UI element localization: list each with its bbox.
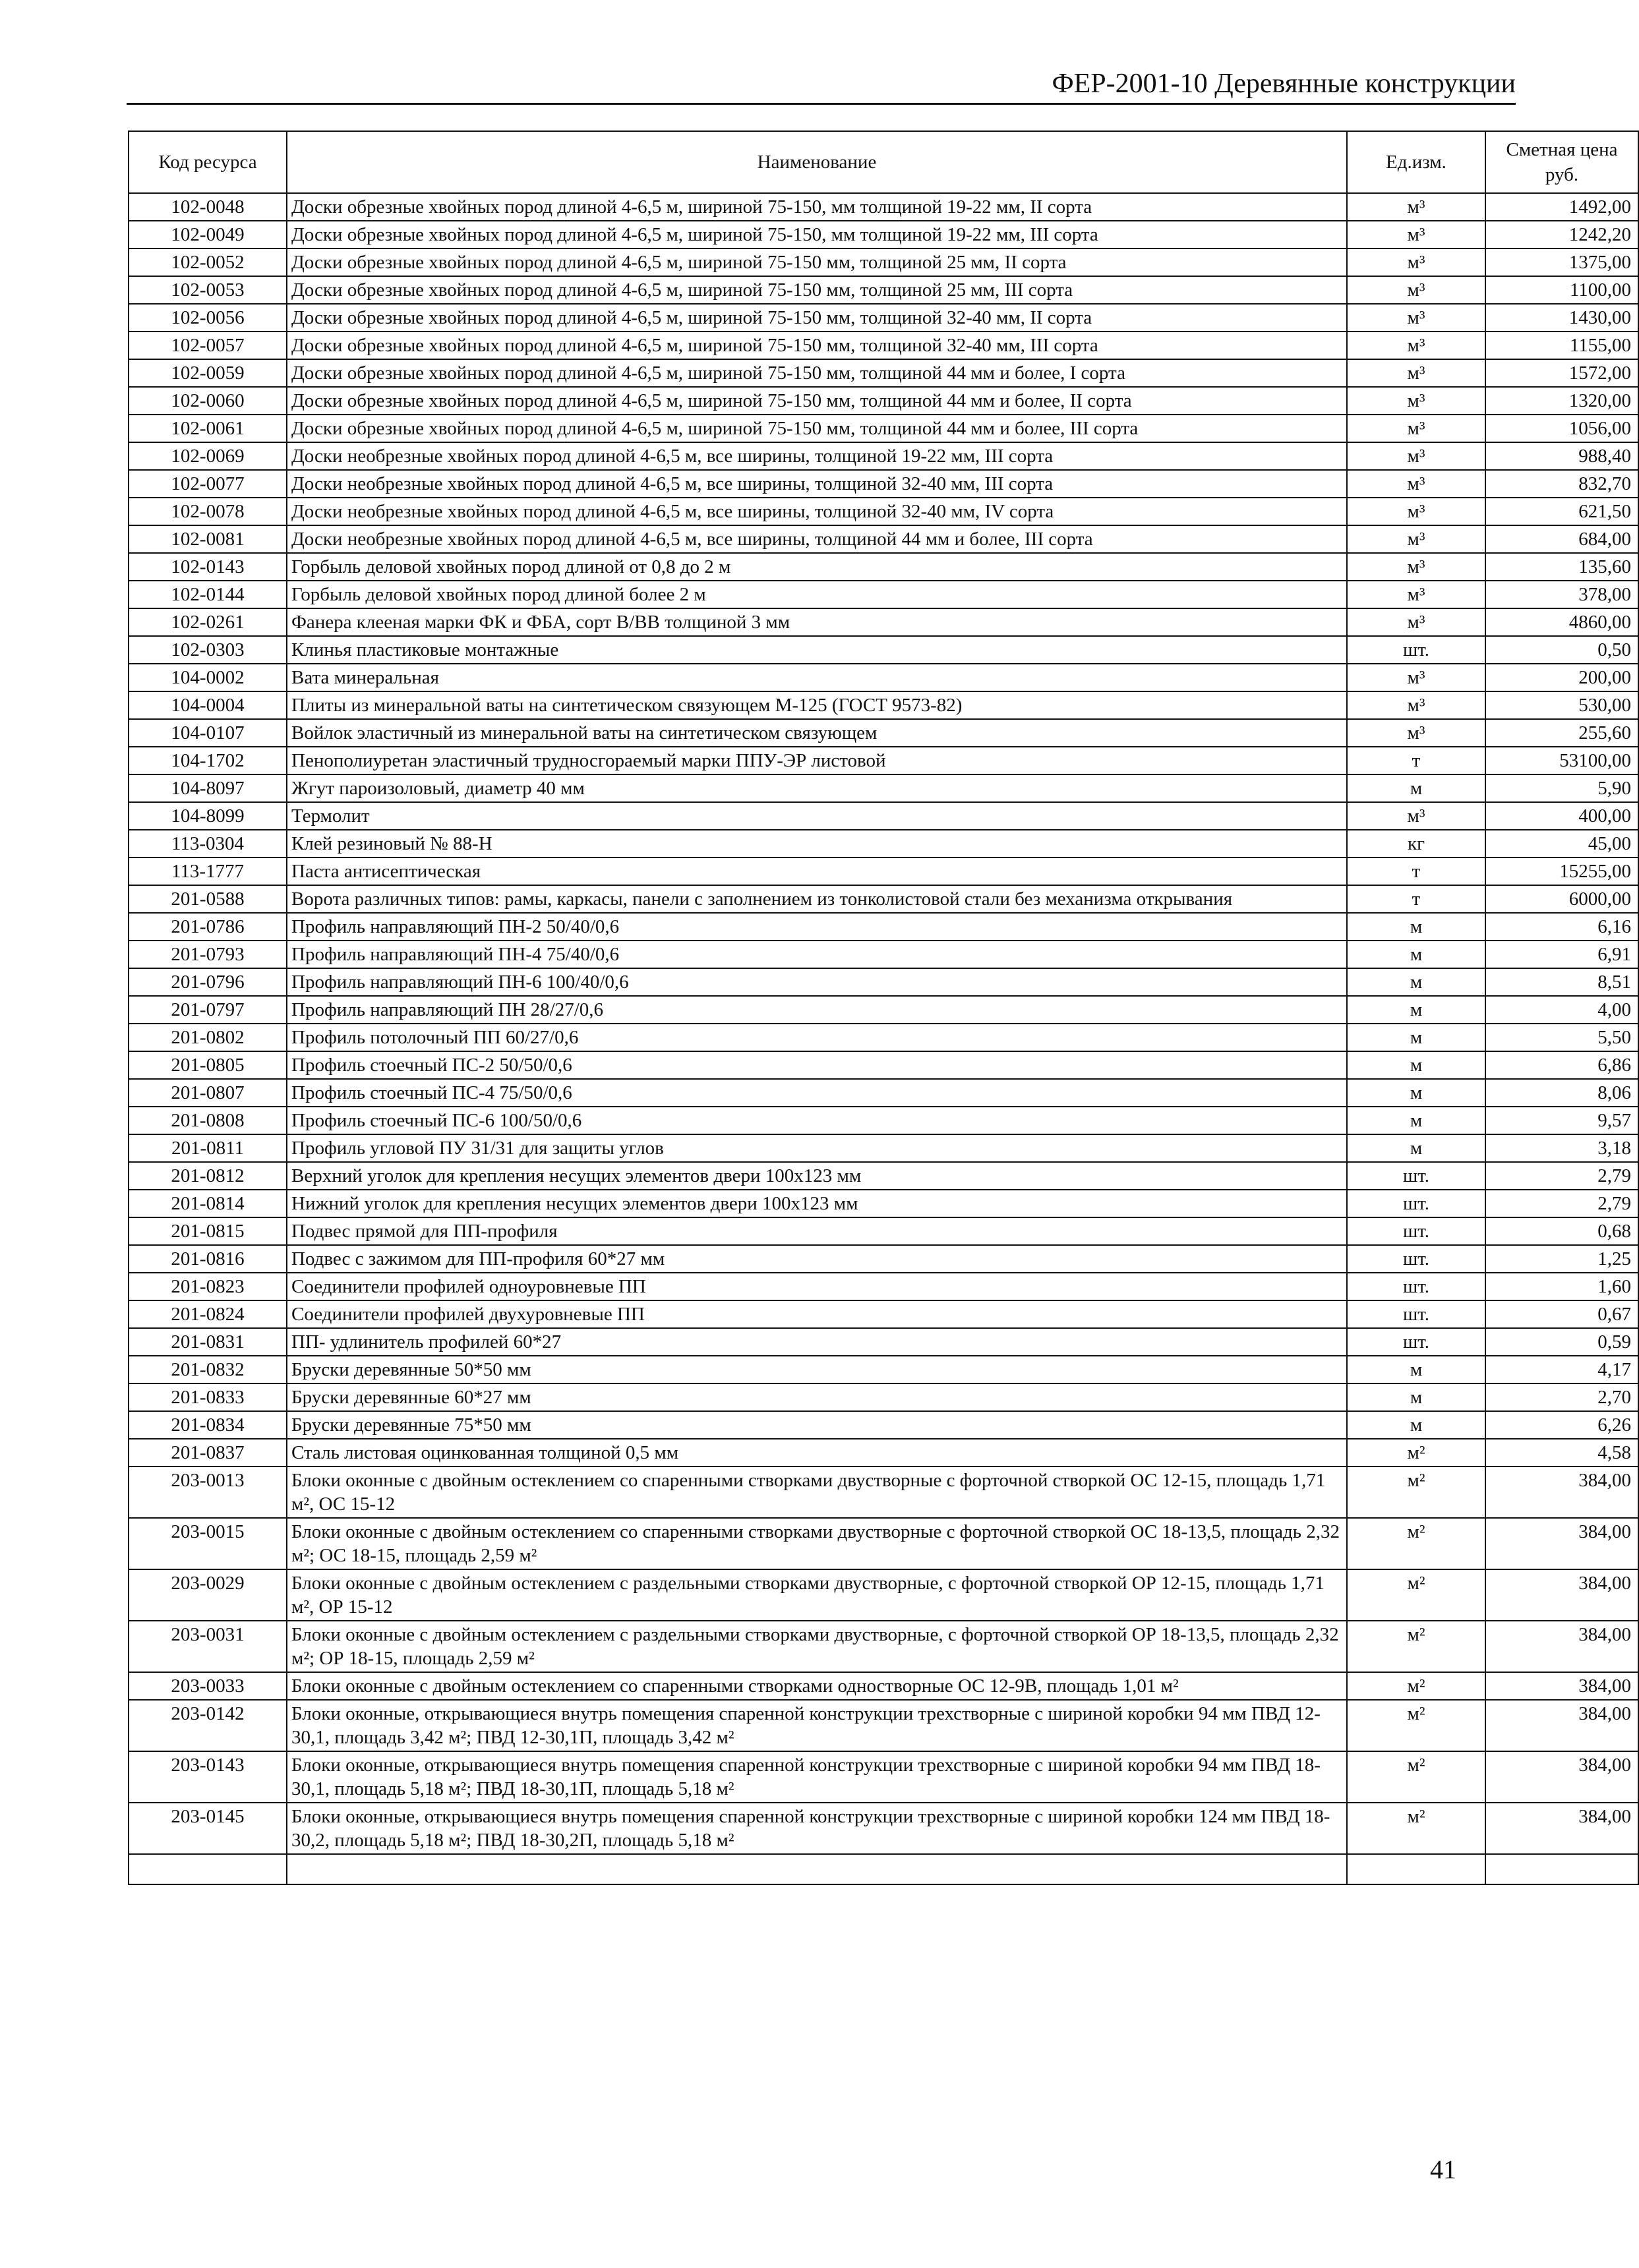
column-header-unit: Ед.изм. bbox=[1347, 131, 1485, 193]
cell-price: 988,40 bbox=[1485, 442, 1638, 470]
cell-empty bbox=[1347, 1854, 1485, 1884]
table-row bbox=[129, 1051, 1638, 1079]
cell-name: Доски обрезные хвойных пород длиной 4-6,5 м, шириной 75-150 мм, толщиной 25 мм, III сорта bbox=[287, 276, 1347, 304]
cell-unit: м² bbox=[1347, 1569, 1485, 1621]
cell-price: 255,60 bbox=[1485, 719, 1638, 747]
cell-unit: м³ bbox=[1347, 525, 1485, 553]
cell-unit: кг bbox=[1347, 830, 1485, 858]
cell-code: 113-0304 bbox=[129, 830, 287, 858]
table-row bbox=[129, 1621, 1638, 1672]
cell-price: 1375,00 bbox=[1485, 248, 1638, 276]
cell-unit: м³ bbox=[1347, 498, 1485, 525]
cell-unit: м³ bbox=[1347, 691, 1485, 719]
cell-price: 4860,00 bbox=[1485, 608, 1638, 636]
table-row bbox=[129, 1328, 1638, 1356]
cell-unit: м bbox=[1347, 1356, 1485, 1383]
table-row bbox=[129, 1079, 1638, 1107]
cell-unit: м bbox=[1347, 774, 1485, 802]
table-row bbox=[129, 1439, 1638, 1467]
cell-price: 5,90 bbox=[1485, 774, 1638, 802]
cell-name: Войлок эластичный из минеральной ваты на синтетическом связующем bbox=[287, 719, 1347, 747]
cell-name: Профиль направляющий ПН 28/27/0,6 bbox=[287, 996, 1347, 1024]
table-row bbox=[129, 802, 1638, 830]
cell-price: 1,25 bbox=[1485, 1245, 1638, 1273]
cell-code: 102-0053 bbox=[129, 276, 287, 304]
table-row bbox=[129, 1518, 1638, 1569]
cell-name: Доски обрезные хвойных пород длиной 4-6,5 м, шириной 75-150 мм, толщиной 32-40 мм, III сорта bbox=[287, 332, 1347, 359]
cell-unit: м³ bbox=[1347, 553, 1485, 581]
cell-code: 201-0837 bbox=[129, 1439, 287, 1467]
cell-price: 1100,00 bbox=[1485, 276, 1638, 304]
cell-unit: шт. bbox=[1347, 1217, 1485, 1245]
cell-unit: м bbox=[1347, 1134, 1485, 1162]
cell-code: 203-0029 bbox=[129, 1569, 287, 1621]
table-row bbox=[129, 1024, 1638, 1051]
cell-unit: шт. bbox=[1347, 1273, 1485, 1300]
cell-unit: м² bbox=[1347, 1700, 1485, 1751]
cell-price: 5,50 bbox=[1485, 1024, 1638, 1051]
cell-unit: м bbox=[1347, 1079, 1485, 1107]
cell-code: 201-0805 bbox=[129, 1051, 287, 1079]
table-row bbox=[129, 691, 1638, 719]
table-row bbox=[129, 1383, 1638, 1411]
table-row bbox=[129, 996, 1638, 1024]
table-row bbox=[129, 1217, 1638, 1245]
cell-price: 384,00 bbox=[1485, 1518, 1638, 1569]
cell-price: 684,00 bbox=[1485, 525, 1638, 553]
cell-code: 102-0144 bbox=[129, 581, 287, 608]
table-row bbox=[129, 913, 1638, 941]
cell-name: Доски необрезные хвойных пород длиной 4-6,5 м, все ширины, толщиной 32-40 мм, III сорта bbox=[287, 470, 1347, 498]
cell-unit: м bbox=[1347, 1383, 1485, 1411]
cell-price: 384,00 bbox=[1485, 1751, 1638, 1803]
cell-price: 384,00 bbox=[1485, 1467, 1638, 1518]
cell-price: 53100,00 bbox=[1485, 747, 1638, 774]
cell-name: Профиль направляющий ПН-4 75/40/0,6 bbox=[287, 941, 1347, 968]
resource-price-table-wrapper bbox=[128, 131, 1631, 1885]
cell-name: Соединители профилей одноуровневые ПП bbox=[287, 1273, 1347, 1300]
cell-empty bbox=[1485, 1854, 1638, 1884]
table-header bbox=[129, 131, 1638, 193]
cell-name: Доски обрезные хвойных пород длиной 4-6,5 м, шириной 75-150, мм толщиной 19-22 мм, II сорта bbox=[287, 193, 1347, 221]
cell-unit: шт. bbox=[1347, 636, 1485, 664]
cell-code: 201-0824 bbox=[129, 1300, 287, 1328]
cell-code: 104-8099 bbox=[129, 802, 287, 830]
table-row bbox=[129, 885, 1638, 913]
cell-unit: т bbox=[1347, 747, 1485, 774]
cell-price: 384,00 bbox=[1485, 1569, 1638, 1621]
cell-code: 102-0078 bbox=[129, 498, 287, 525]
cell-empty bbox=[129, 1854, 287, 1884]
cell-name: Блоки оконные с двойным остеклением со спаренными створками одностворные ОС 12-9В, площадь 1,01 м² bbox=[287, 1672, 1347, 1700]
cell-code: 102-0077 bbox=[129, 470, 287, 498]
cell-code: 104-8097 bbox=[129, 774, 287, 802]
column-header-price: Сметная цена руб. bbox=[1485, 131, 1638, 193]
cell-name: Горбыль деловой хвойных пород длиной более 2 м bbox=[287, 581, 1347, 608]
cell-unit: шт. bbox=[1347, 1162, 1485, 1190]
cell-unit: м³ bbox=[1347, 664, 1485, 691]
cell-name: Доски необрезные хвойных пород длиной 4-6,5 м, все ширины, толщиной 19-22 мм, III сорта bbox=[287, 442, 1347, 470]
table-row bbox=[129, 1751, 1638, 1803]
table-row bbox=[129, 830, 1638, 858]
cell-name: Блоки оконные, открывающиеся внутрь помещения спаренной конструкции трехстворные с шириной коробки 94 мм ПВД 18-30,1, площадь 5,18 м²; ПВД 18-30,1П, площадь 5,18 м² bbox=[287, 1751, 1347, 1803]
cell-unit: шт. bbox=[1347, 1190, 1485, 1217]
cell-unit: м bbox=[1347, 1411, 1485, 1439]
cell-name: Термолит bbox=[287, 802, 1347, 830]
cell-empty bbox=[287, 1854, 1347, 1884]
cell-code: 201-0588 bbox=[129, 885, 287, 913]
cell-price: 4,58 bbox=[1485, 1439, 1638, 1467]
cell-name: Профиль угловой ПУ 31/31 для защиты углов bbox=[287, 1134, 1347, 1162]
cell-code: 201-0811 bbox=[129, 1134, 287, 1162]
table-row bbox=[129, 221, 1638, 248]
header-divider bbox=[127, 103, 1516, 105]
cell-price: 8,06 bbox=[1485, 1079, 1638, 1107]
cell-unit: т bbox=[1347, 858, 1485, 885]
table-row bbox=[129, 1162, 1638, 1190]
cell-unit: м³ bbox=[1347, 221, 1485, 248]
cell-price: 1430,00 bbox=[1485, 304, 1638, 332]
cell-name: Блоки оконные, открывающиеся внутрь помещения спаренной конструкции трехстворные с шириной коробки 94 мм ПВД 12-30,1, площадь 3,42 м²; ПВД 12-30,1П, площадь 3,42 м² bbox=[287, 1700, 1347, 1751]
cell-code: 201-0812 bbox=[129, 1162, 287, 1190]
table-row bbox=[129, 1467, 1638, 1518]
cell-code: 104-0002 bbox=[129, 664, 287, 691]
table-row bbox=[129, 1672, 1638, 1700]
cell-price: 4,17 bbox=[1485, 1356, 1638, 1383]
cell-name: Профиль стоечный ПС-4 75/50/0,6 bbox=[287, 1079, 1347, 1107]
cell-code: 102-0303 bbox=[129, 636, 287, 664]
cell-code: 102-0048 bbox=[129, 193, 287, 221]
cell-name: Профиль потолочный ПП 60/27/0,6 bbox=[287, 1024, 1347, 1051]
cell-name: Блоки оконные с двойным остеклением с раздельными створками двустворные, с форточной створкой ОР 12-15, площадь 1,71 м², ОР 15-12 bbox=[287, 1569, 1347, 1621]
cell-name: Доски обрезные хвойных пород длиной 4-6,5 м, шириной 75-150 мм, толщиной 44 мм и более, III сорта bbox=[287, 415, 1347, 442]
cell-unit: м² bbox=[1347, 1803, 1485, 1854]
cell-price: 1,60 bbox=[1485, 1273, 1638, 1300]
table-row bbox=[129, 304, 1638, 332]
cell-price: 1320,00 bbox=[1485, 387, 1638, 415]
cell-name: Соединители профилей двухуровневые ПП bbox=[287, 1300, 1347, 1328]
table-row bbox=[129, 858, 1638, 885]
cell-name: Горбыль деловой хвойных пород длиной от 0,8 до 2 м bbox=[287, 553, 1347, 581]
table-row bbox=[129, 553, 1638, 581]
table-row bbox=[129, 608, 1638, 636]
table-row bbox=[129, 1134, 1638, 1162]
cell-price: 4,00 bbox=[1485, 996, 1638, 1024]
cell-price: 8,51 bbox=[1485, 968, 1638, 996]
cell-unit: шт. bbox=[1347, 1300, 1485, 1328]
cell-price: 530,00 bbox=[1485, 691, 1638, 719]
cell-price: 2,79 bbox=[1485, 1162, 1638, 1190]
cell-unit: м³ bbox=[1347, 304, 1485, 332]
table-row bbox=[129, 581, 1638, 608]
cell-code: 201-0834 bbox=[129, 1411, 287, 1439]
cell-name: Подвес прямой для ПП-профиля bbox=[287, 1217, 1347, 1245]
cell-name: Плиты из минеральной ваты на синтетическом связующем М-125 (ГОСТ 9573-82) bbox=[287, 691, 1347, 719]
cell-code: 102-0081 bbox=[129, 525, 287, 553]
cell-unit: м³ bbox=[1347, 387, 1485, 415]
table-row bbox=[129, 941, 1638, 968]
cell-name: Доски обрезные хвойных пород длиной 4-6,5 м, шириной 75-150 мм, толщиной 32-40 мм, II сорта bbox=[287, 304, 1347, 332]
cell-price: 0,68 bbox=[1485, 1217, 1638, 1245]
cell-price: 1056,00 bbox=[1485, 415, 1638, 442]
page-number: 41 bbox=[1430, 2155, 1456, 2184]
cell-unit: м³ bbox=[1347, 442, 1485, 470]
cell-code: 201-0796 bbox=[129, 968, 287, 996]
cell-name: Клей резиновый № 88-Н bbox=[287, 830, 1347, 858]
cell-unit: м bbox=[1347, 941, 1485, 968]
cell-code: 201-0816 bbox=[129, 1245, 287, 1273]
cell-unit: м³ bbox=[1347, 719, 1485, 747]
cell-name: Бруски деревянные 60*27 мм bbox=[287, 1383, 1347, 1411]
table-row bbox=[129, 636, 1638, 664]
cell-code: 203-0013 bbox=[129, 1467, 287, 1518]
cell-unit: м² bbox=[1347, 1518, 1485, 1569]
cell-code: 102-0059 bbox=[129, 359, 287, 387]
cell-name: Блоки оконные с двойным остеклением со спаренными створками двустворные с форточной створкой ОС 12-15, площадь 1,71 м², ОС 15-12 bbox=[287, 1467, 1347, 1518]
cell-price: 1155,00 bbox=[1485, 332, 1638, 359]
table-row bbox=[129, 359, 1638, 387]
cell-code: 201-0808 bbox=[129, 1107, 287, 1134]
cell-name: Фанера клееная марки ФК и ФБА, сорт В/ВВ толщиной 3 мм bbox=[287, 608, 1347, 636]
table-row bbox=[129, 1190, 1638, 1217]
cell-price: 6,91 bbox=[1485, 941, 1638, 968]
cell-name: Ворота различных типов: рамы, каркасы, панели с заполнением из тонколистовой стали без механизма открывания bbox=[287, 885, 1347, 913]
cell-name: Профиль стоечный ПС-2 50/50/0,6 bbox=[287, 1051, 1347, 1079]
cell-code: 102-0057 bbox=[129, 332, 287, 359]
cell-code: 102-0056 bbox=[129, 304, 287, 332]
cell-code: 203-0143 bbox=[129, 1751, 287, 1803]
cell-unit: м² bbox=[1347, 1672, 1485, 1700]
cell-price: 621,50 bbox=[1485, 498, 1638, 525]
cell-price: 0,67 bbox=[1485, 1300, 1638, 1328]
cell-code: 201-0802 bbox=[129, 1024, 287, 1051]
table-row bbox=[129, 442, 1638, 470]
table-row bbox=[129, 415, 1638, 442]
cell-name: Профиль направляющий ПН-2 50/40/0,6 bbox=[287, 913, 1347, 941]
cell-name: Доски необрезные хвойных пород длиной 4-6,5 м, все ширины, толщиной 32-40 мм, IV сорта bbox=[287, 498, 1347, 525]
cell-price: 6,26 bbox=[1485, 1411, 1638, 1439]
cell-unit: м³ bbox=[1347, 581, 1485, 608]
cell-code: 201-0814 bbox=[129, 1190, 287, 1217]
cell-price: 9,57 bbox=[1485, 1107, 1638, 1134]
cell-name: Доски обрезные хвойных пород длиной 4-6,5 м, шириной 75-150 мм, толщиной 44 мм и более, II сорта bbox=[287, 387, 1347, 415]
cell-unit: м bbox=[1347, 913, 1485, 941]
cell-code: 203-0145 bbox=[129, 1803, 287, 1854]
cell-code: 201-0797 bbox=[129, 996, 287, 1024]
cell-name: Верхний уголок для крепления несущих элементов двери 100x123 мм bbox=[287, 1162, 1347, 1190]
cell-name: Доски обрезные хвойных пород длиной 4-6,5 м, шириной 75-150 мм, толщиной 44 мм и более, I сорта bbox=[287, 359, 1347, 387]
cell-price: 6,16 bbox=[1485, 913, 1638, 941]
cell-price: 2,70 bbox=[1485, 1383, 1638, 1411]
cell-price: 3,18 bbox=[1485, 1134, 1638, 1162]
cell-name: Пенополиуретан эластичный трудносгораемый марки ППУ-ЭР листовой bbox=[287, 747, 1347, 774]
table-row bbox=[129, 248, 1638, 276]
table-row bbox=[129, 387, 1638, 415]
cell-price: 200,00 bbox=[1485, 664, 1638, 691]
cell-name: ПП- удлинитель профилей 60*27 bbox=[287, 1328, 1347, 1356]
cell-code: 203-0015 bbox=[129, 1518, 287, 1569]
table-row bbox=[129, 193, 1638, 221]
column-header-name: Наименование bbox=[287, 131, 1347, 193]
cell-name: Блоки оконные с двойным остеклением с раздельными створками двустворные, с форточной створкой ОР 18-13,5, площадь 2,32 м²; ОР 18-15, площадь 2,59 м² bbox=[287, 1621, 1347, 1672]
table-row bbox=[129, 719, 1638, 747]
cell-unit: м bbox=[1347, 1107, 1485, 1134]
cell-name: Подвес с зажимом для ПП-профиля 60*27 мм bbox=[287, 1245, 1347, 1273]
cell-price: 832,70 bbox=[1485, 470, 1638, 498]
cell-price: 1242,20 bbox=[1485, 221, 1638, 248]
table-row bbox=[129, 470, 1638, 498]
table-row bbox=[129, 1356, 1638, 1383]
cell-code: 102-0049 bbox=[129, 221, 287, 248]
page-header-title: ФЕР-2001-10 Деревянные конструкции bbox=[1052, 69, 1516, 99]
cell-name: Бруски деревянные 75*50 мм bbox=[287, 1411, 1347, 1439]
cell-name: Профиль направляющий ПН-6 100/40/0,6 bbox=[287, 968, 1347, 996]
cell-name: Вата минеральная bbox=[287, 664, 1347, 691]
cell-code: 102-0061 bbox=[129, 415, 287, 442]
cell-code: 102-0069 bbox=[129, 442, 287, 470]
cell-code: 113-1777 bbox=[129, 858, 287, 885]
cell-unit: м² bbox=[1347, 1439, 1485, 1467]
cell-code: 104-0004 bbox=[129, 691, 287, 719]
cell-unit: м² bbox=[1347, 1621, 1485, 1672]
cell-unit: м² bbox=[1347, 1751, 1485, 1803]
table-row bbox=[129, 332, 1638, 359]
table-row bbox=[129, 276, 1638, 304]
cell-name: Профиль стоечный ПС-6 100/50/0,6 bbox=[287, 1107, 1347, 1134]
table-row bbox=[129, 1273, 1638, 1300]
cell-name: Блоки оконные, открывающиеся внутрь помещения спаренной конструкции трехстворные с шириной коробки 124 мм ПВД 18-30,2, площадь 5,18 м²; ПВД 18-30,2П, площадь 5,18 м² bbox=[287, 1803, 1347, 1854]
cell-code: 102-0261 bbox=[129, 608, 287, 636]
resource-price-table bbox=[128, 131, 1639, 1885]
table-body bbox=[129, 193, 1638, 1884]
cell-price: 45,00 bbox=[1485, 830, 1638, 858]
cell-unit: м bbox=[1347, 1051, 1485, 1079]
cell-price: 0,50 bbox=[1485, 636, 1638, 664]
cell-price: 378,00 bbox=[1485, 581, 1638, 608]
cell-name: Клинья пластиковые монтажные bbox=[287, 636, 1347, 664]
cell-unit: м³ bbox=[1347, 248, 1485, 276]
cell-unit: м³ bbox=[1347, 332, 1485, 359]
cell-name: Блоки оконные с двойным остеклением со спаренными створками двустворные с форточной створкой ОС 18-13,5, площадь 2,32 м²; ОС 18-15, площадь 2,59 м² bbox=[287, 1518, 1347, 1569]
cell-code: 201-0823 bbox=[129, 1273, 287, 1300]
cell-code: 201-0832 bbox=[129, 1356, 287, 1383]
cell-unit: м³ bbox=[1347, 359, 1485, 387]
cell-price: 6000,00 bbox=[1485, 885, 1638, 913]
table-header-row bbox=[129, 131, 1638, 193]
table-row bbox=[129, 1411, 1638, 1439]
cell-code: 201-0833 bbox=[129, 1383, 287, 1411]
cell-code: 102-0052 bbox=[129, 248, 287, 276]
cell-unit: м³ bbox=[1347, 415, 1485, 442]
cell-code: 102-0143 bbox=[129, 553, 287, 581]
table-row bbox=[129, 1803, 1638, 1854]
table-row bbox=[129, 1245, 1638, 1273]
cell-code: 201-0815 bbox=[129, 1217, 287, 1245]
cell-unit: м³ bbox=[1347, 470, 1485, 498]
cell-price: 0,59 bbox=[1485, 1328, 1638, 1356]
table-row bbox=[129, 525, 1638, 553]
cell-unit: м³ bbox=[1347, 193, 1485, 221]
cell-code: 201-0786 bbox=[129, 913, 287, 941]
cell-code: 203-0031 bbox=[129, 1621, 287, 1672]
cell-unit: м³ bbox=[1347, 276, 1485, 304]
cell-unit: м² bbox=[1347, 1467, 1485, 1518]
cell-price: 384,00 bbox=[1485, 1700, 1638, 1751]
cell-code: 201-0831 bbox=[129, 1328, 287, 1356]
cell-price: 400,00 bbox=[1485, 802, 1638, 830]
cell-code: 102-0060 bbox=[129, 387, 287, 415]
cell-name: Бруски деревянные 50*50 мм bbox=[287, 1356, 1347, 1383]
cell-price: 6,86 bbox=[1485, 1051, 1638, 1079]
cell-name: Доски необрезные хвойных пород длиной 4-6,5 м, все ширины, толщиной 44 мм и более, III сорта bbox=[287, 525, 1347, 553]
cell-name: Доски обрезные хвойных пород длиной 4-6,5 м, шириной 75-150 мм, толщиной 25 мм, II сорта bbox=[287, 248, 1347, 276]
cell-code: 201-0793 bbox=[129, 941, 287, 968]
table-row bbox=[129, 498, 1638, 525]
cell-code: 201-0807 bbox=[129, 1079, 287, 1107]
cell-price: 1572,00 bbox=[1485, 359, 1638, 387]
table-row bbox=[129, 664, 1638, 691]
table-row bbox=[129, 1107, 1638, 1134]
cell-price: 1492,00 bbox=[1485, 193, 1638, 221]
column-header-code: Код ресурса bbox=[129, 131, 287, 193]
cell-unit: м bbox=[1347, 996, 1485, 1024]
table-row bbox=[129, 1700, 1638, 1751]
table-row-empty bbox=[129, 1854, 1638, 1884]
cell-unit: м³ bbox=[1347, 802, 1485, 830]
table-row bbox=[129, 1569, 1638, 1621]
cell-name: Жгут пароизоловый, диаметр 40 мм bbox=[287, 774, 1347, 802]
cell-unit: шт. bbox=[1347, 1328, 1485, 1356]
cell-code: 104-0107 bbox=[129, 719, 287, 747]
cell-price: 2,79 bbox=[1485, 1190, 1638, 1217]
cell-name: Доски обрезные хвойных пород длиной 4-6,5 м, шириной 75-150, мм толщиной 19-22 мм, III сорта bbox=[287, 221, 1347, 248]
cell-price: 135,60 bbox=[1485, 553, 1638, 581]
cell-code: 203-0033 bbox=[129, 1672, 287, 1700]
cell-unit: м bbox=[1347, 968, 1485, 996]
table-row bbox=[129, 774, 1638, 802]
cell-name: Нижний уголок для крепления несущих элементов двери 100x123 мм bbox=[287, 1190, 1347, 1217]
cell-name: Сталь листовая оцинкованная толщиной 0,5 мм bbox=[287, 1439, 1347, 1467]
cell-unit: шт. bbox=[1347, 1245, 1485, 1273]
cell-unit: м bbox=[1347, 1024, 1485, 1051]
table-row bbox=[129, 968, 1638, 996]
cell-code: 104-1702 bbox=[129, 747, 287, 774]
table-row bbox=[129, 747, 1638, 774]
cell-unit: т bbox=[1347, 885, 1485, 913]
cell-name: Паста антисептическая bbox=[287, 858, 1347, 885]
table-row bbox=[129, 1300, 1638, 1328]
cell-price: 384,00 bbox=[1485, 1803, 1638, 1854]
cell-price: 384,00 bbox=[1485, 1672, 1638, 1700]
cell-unit: м³ bbox=[1347, 608, 1485, 636]
cell-price: 15255,00 bbox=[1485, 858, 1638, 885]
cell-code: 203-0142 bbox=[129, 1700, 287, 1751]
cell-price: 384,00 bbox=[1485, 1621, 1638, 1672]
